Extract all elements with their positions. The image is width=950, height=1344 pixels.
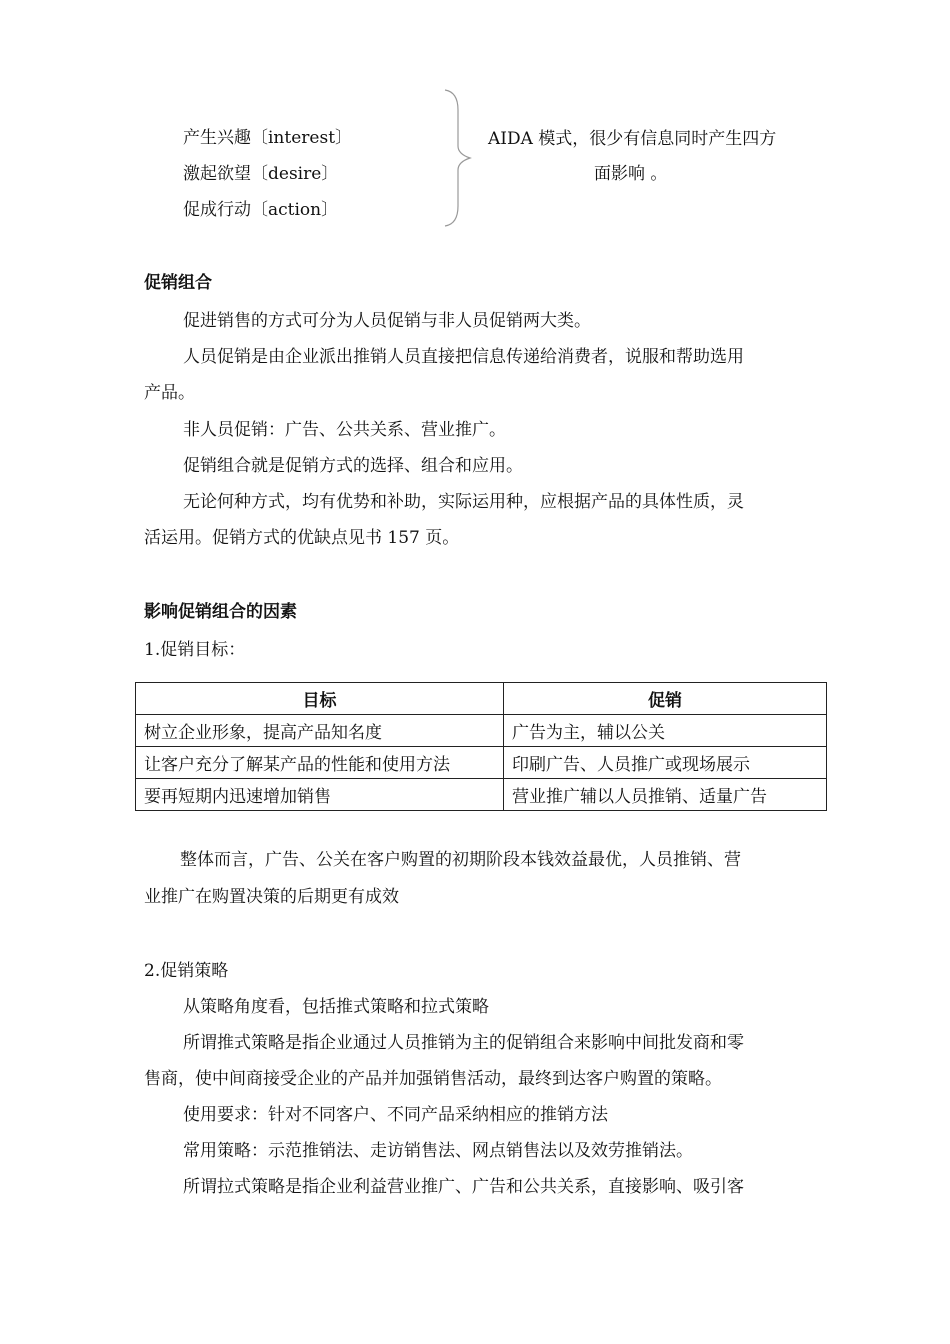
- paragraph-2-line2: 产品。: [144, 383, 195, 403]
- aida-note-line1: AIDA 模式，很少有信息同时产生四方: [488, 129, 777, 149]
- aida-item-desire: 激起欲望〔desire〕: [183, 164, 339, 184]
- heading-factors: 影响促销组合的因素: [144, 602, 297, 622]
- paragraph-4: 促销组合就是促销方式的选择、组合和应用。: [183, 456, 523, 476]
- table-cell: 营业推广辅以人员推销、适量广告: [504, 779, 827, 811]
- table-row: [136, 715, 827, 747]
- aida-note-line2: 面影响 。: [594, 164, 668, 184]
- paragraph-5-line1: 无论何种方式，均有优势和补助，实际运用种，应根据产品的具体性质，灵: [183, 492, 744, 512]
- table-cell: 印刷广告、人员推广或现场展示: [504, 747, 827, 779]
- strategy-line-4: 常用策略：示范推销法、走访销售法、网点销售法以及效劳推销法。: [183, 1141, 693, 1161]
- strategy-line-2a: 所谓推式策略是指企业通过人员推销为主的促销组合来影响中间批发商和零: [183, 1033, 744, 1053]
- paragraph-2-line1: 人员促销是由企业派出推销人员直接把信息传递给消费者，说服和帮助选用: [183, 347, 744, 367]
- summary-line1: 整体而言，广告、公关在客户购置的初期阶段本钱效益最优，人员推销、营: [180, 850, 741, 870]
- strategy-line-2b: 售商，使中间商接受企业的产品并加强销售活动，最终到达客户购置的策略。: [144, 1069, 722, 1089]
- table-cell: 让客户充分了解某产品的性能和使用方法: [136, 747, 504, 779]
- aida-item-action: 促成行动〔action〕: [183, 200, 339, 220]
- list-item-2: 2.促销策略: [144, 961, 229, 981]
- strategy-line-3: 使用要求：针对不同客户、不同产品采纳相应的推销方法: [183, 1105, 608, 1125]
- paragraph-3: 非人员促销：广告、公共关系、营业推广。: [183, 420, 506, 440]
- table-cell: 广告为主，辅以公关: [504, 715, 827, 747]
- paragraph-1: 促进销售的方式可分为人员促销与非人员促销两大类。: [183, 311, 591, 331]
- right-brace-icon: [440, 88, 480, 228]
- table-cell: 树立企业形象，提高产品知名度: [136, 715, 504, 747]
- summary-line2: 业推广在购置决策的后期更有成效: [144, 887, 399, 907]
- strategy-line-5: 所谓拉式策略是指企业利益营业推广、广告和公共关系，直接影响、吸引客: [183, 1177, 744, 1197]
- heading-promotion-mix: 促销组合: [144, 273, 212, 293]
- table-header-row: [136, 683, 827, 715]
- table-row: [136, 747, 827, 779]
- paragraph-5-line2: 活运用。促销方式的优缺点见书 157 页。: [144, 528, 460, 548]
- strategy-line-1: 从策略角度看，包括推式策略和拉式策略: [183, 997, 489, 1017]
- aida-item-interest: 产生兴趣〔interest〕: [183, 128, 353, 148]
- list-item-1: 1.促销目标：: [144, 640, 246, 660]
- table-header-goal: 目标: [136, 683, 504, 715]
- table-cell: 要再短期内迅速增加销售: [136, 779, 504, 811]
- table-header-promotion: 促销: [504, 683, 827, 715]
- promotion-goals-table: [135, 682, 827, 811]
- table-row: [136, 779, 827, 811]
